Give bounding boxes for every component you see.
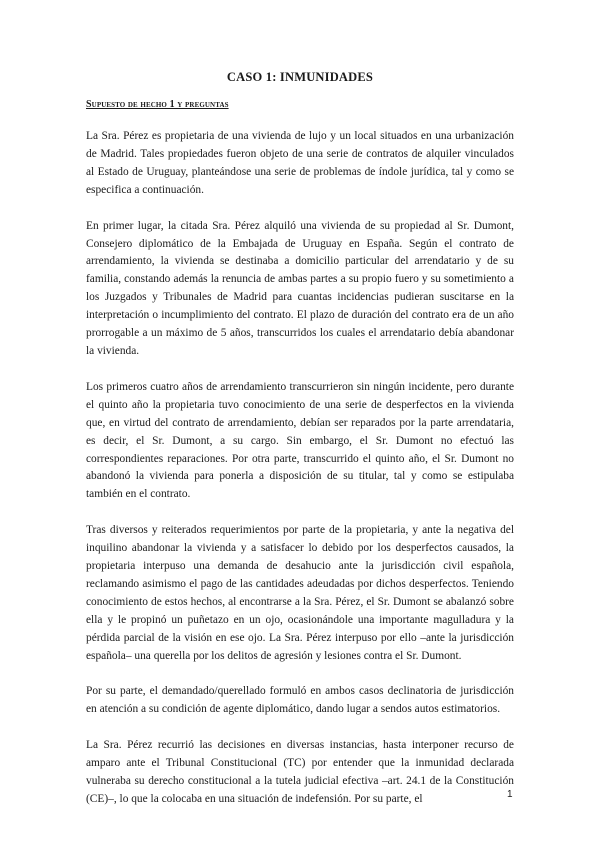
paragraph-2: En primer lugar, la citada Sra. Pérez alquiló una vivienda de su propiedad al Sr. Dumont, Consejero diplomático de la Embajada de Uruguay en España. Según el contrato de arrendamiento, la vivienda se destinaba a domicilio particular del arrendatario y de su familia, constando además la renuncia de ambas partes a su propio fuero y su sometimiento a los Juzgados y Tribunales de Madrid para cuantas incidencias pudieran suscitarse en la interpretación o incumplimiento del contrato. El plazo de duración del contrato era de un año prorrogable a un máximo de 5 años, transcurridos los cuales el arrendatario debía abandonar la vivienda. (86, 219, 514, 357)
document-body (86, 128, 514, 827)
paragraph-3: Los primeros cuatro años de arrendamiento transcurrieron sin ningún incidente, pero durante el quinto año la propietaria tuvo conocimiento de una serie de desperfectos en la vivienda que, en virtud del contrato de arrendamiento, debían ser reparados por la parte arrendataria, es decir, el Sr. Dumont, a su cargo. Sin embargo, el Sr. Dumont no efectuó las correspondientes reparaciones. Por otra parte, transcurrido el quinto año, el Sr. Dumont no abandonó la vivienda para ponerla a disposición de su titular, tal y como se estipulaba también en el contrato. (86, 380, 514, 501)
paragraph-6: La Sra. Pérez recurrió las decisiones en diversas instancias, hasta interponer recurso de amparo ante el Tribunal Constitucional (TC) por entender que la inmunidad declarada vulneraba su derecho constitucional a la tutela judicial efectiva –art. 24.1 de la Constitución (CE)–, lo que la colocaba en una situación de indefensión. Por su parte, el (86, 739, 514, 805)
section-heading: Supuesto de hecho 1 y preguntas (86, 99, 229, 110)
page-number: 1 (507, 789, 513, 800)
paragraph-1: La Sra. Pérez es propietaria de una vivienda de lujo y un local situados en una urbanización de Madrid. Tales propiedades fueron objeto de una serie de contratos de alquiler vinculados al Estado de Uruguay, planteándose una serie de problemas de índole jurídica, tal y como se especifica a continuación. (86, 130, 514, 196)
paragraph-4: Tras diversos y reiterados requerimientos por parte de la propietaria, y ante la negativa del inquilino abandonar la vivienda y a satisfacer lo debido por los desperfectos causados, la propietaria interpuso una demanda de desahucio ante la jurisdicción civil española, reclamando asimismo el pago de las cantidades adeudadas por dichos desperfectos. Teniendo conocimiento de estos hechos, al encontrarse a la Sra. Pérez, el Sr. Dumont se abalanzó sobre ella y le propinó un puñetazo en un ojo, ocasionándole una importante magulladura y la pérdida parcial de la visión en ese ojo. La Sra. Pérez interpuso por ello –ante la jurisdicción española– una querella por los delitos de agresión y lesiones contra el Sr. Dumont. (86, 524, 514, 662)
document-title: CASO 1: INMUNIDADES (226, 70, 374, 84)
paragraph-5: Por su parte, el demandado/querellado formuló en ambos casos declinatoria de jurisdicción en atención a su condición de agente diplomático, dando lugar a sendos autos estimatorios. (86, 685, 514, 716)
